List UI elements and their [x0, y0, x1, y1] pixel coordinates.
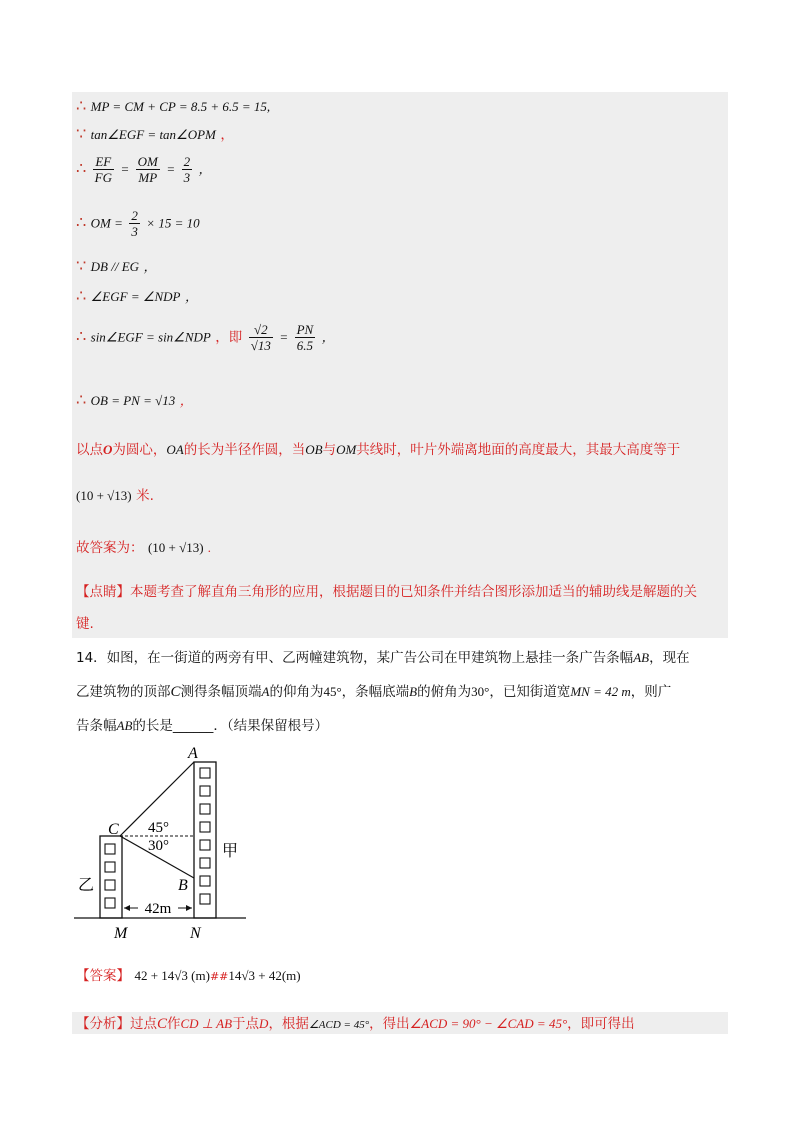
inline-text: 米. [136, 488, 154, 504]
punctuation: ， [220, 127, 234, 143]
solution-line-4 [76, 208, 200, 239]
point-C-label: C [108, 821, 119, 838]
answer-value-1: 42 + 14√3 (m) [134, 968, 210, 983]
building-yi-label: 乙 [78, 877, 95, 894]
final-answer-line [76, 966, 301, 987]
therefore-symbol: ∴ [76, 212, 87, 232]
therefore-symbol: ∴ [76, 286, 87, 305]
fraction: $\frac{2}{3}$ [183, 154, 191, 185]
punctuation: ， [143, 259, 157, 274]
point-B-label: B [178, 877, 188, 894]
math-expression: tan∠EGF = tan∠OPM [90, 127, 216, 142]
comment-text: 键. [76, 616, 94, 632]
fraction: $\frac{EF}{FG}$ [94, 154, 112, 185]
comment-line-2 [76, 614, 94, 634]
angle-45-label: 45° [148, 820, 169, 836]
math-expression: (10 + √13) [147, 540, 204, 555]
math-expression: (10 + √13) [76, 488, 132, 503]
solution-line-7: ∴ sin∠EGF = sin∠NDP ，即 $\frac{√2}{√13}$ = $\frac{PN}{6.5}$ ， [76, 322, 335, 353]
comment-text: 本题考查了解直角三角形的应用，根据题目的已知条件并结合图形添加适当的辅助线是解题的关 [130, 584, 697, 600]
punctuation: . [208, 540, 212, 555]
analysis-tag: 【分析】 [76, 1016, 130, 1032]
therefore-symbol: ∴ [76, 96, 87, 115]
point-A-label: A [188, 745, 198, 762]
point-N-label: N [190, 925, 201, 942]
geometry-figure [70, 744, 290, 944]
analysis-line: 【分析】过点C作CD ⊥ AB于点D，根据∠ACD = 45°，得出∠ACD = 90° − ∠CAD = 45°，即可得出 [76, 1016, 635, 1032]
angle-30-label: 30° [148, 838, 169, 854]
point-M-label: M [114, 925, 128, 942]
punctuation: ， [179, 393, 193, 408]
math-expression: MP = CM + CP = 8.5 + 6.5 = 15, [90, 99, 271, 114]
math-expression: OB = PN = √13 [90, 393, 176, 408]
comment-tag: 【点睛】 [76, 584, 130, 600]
answer-value-2: 14√3 + 42(m) [228, 968, 301, 983]
fraction: $\frac{PN}{6.5}$ [296, 322, 314, 353]
because-symbol: ∵ [76, 124, 87, 143]
math-expression: OM = [90, 215, 123, 231]
solution-paragraph: 以点O为圆心，OA的长为半径作圆，当OB与OM共线时，叶片外端离地面的高度最大，其最大高度等于 [76, 442, 681, 458]
solution-line-1 [76, 96, 270, 117]
math-expression: DB // EG [90, 259, 140, 274]
punctuation: ， [198, 161, 212, 177]
solution-line-8 [76, 390, 193, 411]
solution-line-2 [76, 124, 234, 145]
question-number: 14． [76, 650, 107, 666]
fraction: $\frac{2}{3}$ [131, 208, 138, 239]
math-expression: sin∠EGF = sin∠NDP [90, 329, 211, 345]
punctuation: ， [184, 289, 198, 304]
punctuation: ， [321, 329, 335, 345]
solution-paragraph-cont [76, 486, 154, 506]
fraction: $\frac{√2}{√13}$ [250, 322, 271, 353]
comment-line-1 [76, 582, 697, 602]
question-line-2: 乙建筑物的顶部C测得条幅顶端A的仰角为45°，条幅底端B的俯角为30°，已知街道宽MN = 42 m，则广 [76, 684, 672, 700]
solution-line-3: ∴ $\frac{EF}{FG}$ = $\frac{OM}{MP}$ = $\frac{2}{3}$ ， [76, 154, 212, 185]
building-jia-label: 甲 [222, 843, 239, 860]
fraction: $\frac{OM}{MP}$ [137, 154, 158, 185]
therefore-symbol: ∴ [76, 158, 87, 178]
therefore-symbol: ∴ [76, 390, 87, 409]
answer-separator: ## [209, 970, 229, 983]
therefore-symbol: ∴ [76, 326, 87, 346]
inline-text: ，即 [215, 329, 243, 346]
answer-label: 故答案为： [76, 540, 144, 556]
width-label: 42m [144, 901, 172, 917]
answer-line [76, 538, 211, 558]
answer-tag: 【答案】 [76, 968, 130, 984]
question-line-3: 告条幅AB的长是______．（结果保留根号） [76, 718, 329, 734]
solution-line-6 [76, 286, 198, 307]
question-line-1: 14．如图，在一街道的两旁有甲、乙两幢建筑物，某广告公司在甲建筑物上悬挂一条广告条幅AB，现在 [76, 650, 690, 666]
math-expression: ∠EGF = ∠NDP [90, 289, 181, 304]
because-symbol: ∵ [76, 256, 87, 275]
math-expression: × 15 = 10 [146, 215, 200, 231]
solution-line-5 [76, 256, 157, 277]
